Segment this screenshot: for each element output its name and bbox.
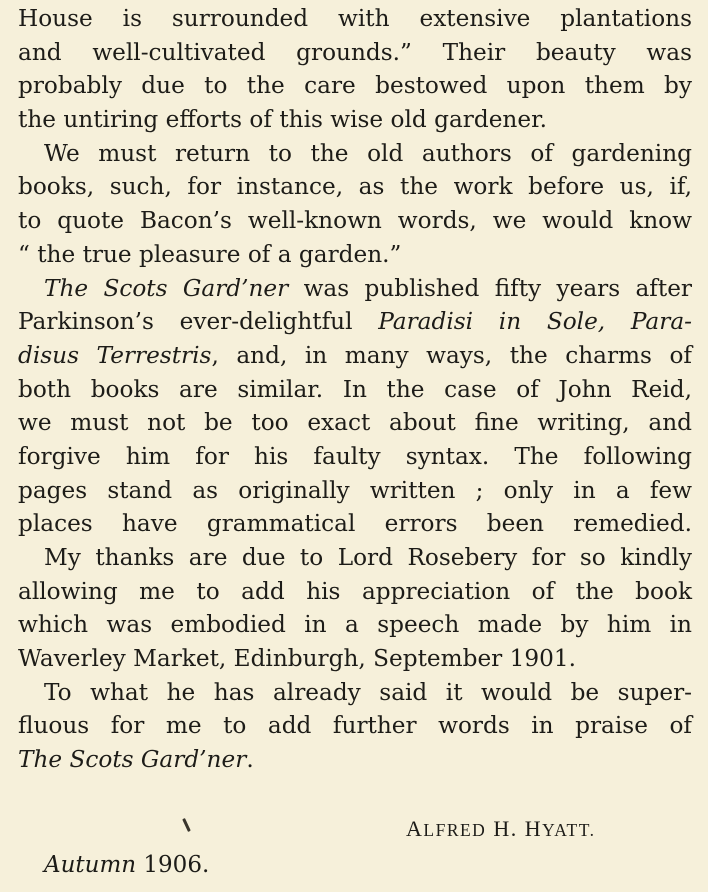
text-line: to quote Bacon’s well-known words, we would know xyxy=(18,207,692,235)
text-line: places have grammatical errors been remedied. xyxy=(18,510,692,538)
text-line: House is surrounded with extensive plantations xyxy=(18,5,692,32)
text-line: forgive him for his faulty syntax. The following xyxy=(18,442,692,470)
signature-initial: H xyxy=(524,816,543,841)
text-run: . xyxy=(246,746,254,774)
text-line: both books are similar. In the case of John Reid, xyxy=(18,375,692,403)
text-line: which was embodied in a speech made by him in xyxy=(18,611,692,639)
text-run: Parkinson’s ever-delightful xyxy=(18,308,379,336)
book-title: disus Terrestris xyxy=(18,341,212,369)
signature-initial: A xyxy=(406,816,424,841)
signature-small-caps: YATT. xyxy=(542,820,596,840)
text-line: We must return to the old authors of gardening xyxy=(44,139,692,167)
text-line xyxy=(18,272,692,306)
text-line: allowing me to add his appreciation of the book xyxy=(18,577,692,605)
text-line: My thanks are due to Lord Rosebery for so kindly xyxy=(44,544,692,571)
text-line: the untiring efforts of this wise old gardener. xyxy=(18,106,547,134)
text-line: we must not be too exact about fine writing, and xyxy=(18,409,692,437)
date-line xyxy=(44,852,209,878)
text-run: , and, in many ways, the charms of xyxy=(211,341,693,369)
book-title: The Scots Gard’ner xyxy=(18,746,247,774)
date-year: 1906. xyxy=(136,852,210,878)
signature-small-caps: LFRED xyxy=(423,820,487,840)
text-line: probably due to the care bestowed upon them by xyxy=(18,72,692,100)
text-line: Waverley Market, Edinburgh, September 1901. xyxy=(18,645,577,673)
book-title: The Scots Gard’ner xyxy=(44,274,289,302)
text-line: “ the true pleasure of a garden.” xyxy=(18,240,402,268)
text-line xyxy=(18,743,692,777)
text-line xyxy=(18,339,692,373)
ink-mark xyxy=(182,818,191,832)
text-line xyxy=(18,305,692,339)
signature-middle: H. xyxy=(486,816,525,841)
text-line: To what he has already said it would be super- xyxy=(44,678,692,706)
text-run: was published fifty years after xyxy=(288,274,692,302)
author-signature xyxy=(406,816,595,842)
text-line: and well-cultivated grounds.” Their beauty was xyxy=(18,38,692,66)
book-title: Paradisi in Sole, Para- xyxy=(378,308,693,336)
body-text xyxy=(18,2,692,777)
text-line: books, such, for instance, as the work before us, if, xyxy=(18,173,692,201)
date-season: Autumn xyxy=(44,852,137,878)
text-line: pages stand as originally written ; only in a few xyxy=(18,476,692,504)
text-line: fluous for me to add further words in praise of xyxy=(18,712,692,740)
